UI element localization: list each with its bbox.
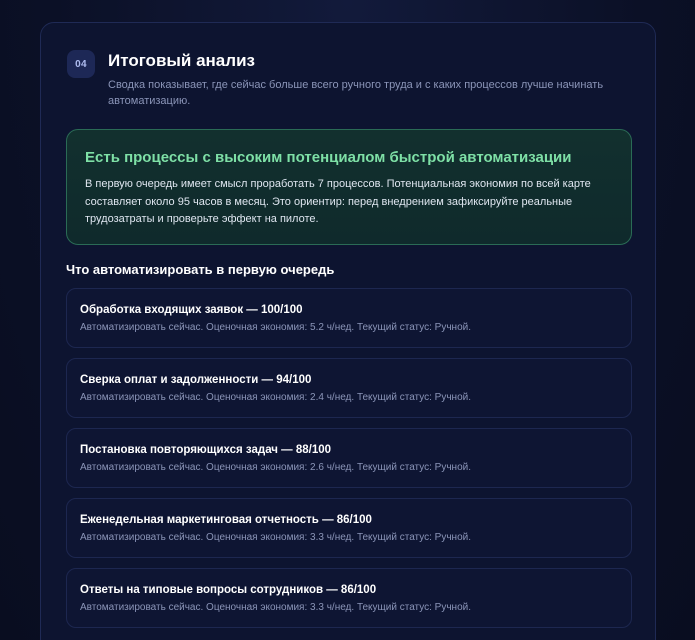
section-title: Итоговый анализ: [108, 51, 255, 70]
priority-item-description: Автоматизировать сейчас. Оценочная экономия: 3.3 ч/нед. Текущий статус: Ручной.: [80, 602, 472, 613]
priority-list: [66, 288, 632, 638]
analysis-card: [40, 22, 656, 640]
step-badge: 04: [67, 50, 95, 78]
summary-callout-title: Есть процессы с высоким потенциалом быстрой автоматизации: [85, 149, 572, 166]
priority-item-description: Автоматизировать сейчас. Оценочная экономия: 5.2 ч/нед. Текущий статус: Ручной.: [80, 322, 472, 333]
priority-item-description: Автоматизировать сейчас. Оценочная экономия: 3.3 ч/нед. Текущий статус: Ручной.: [80, 532, 472, 543]
priority-item-title: Обработка входящих заявок — 100/100: [80, 304, 303, 316]
priority-item: [66, 498, 632, 558]
priority-item-description: Автоматизировать сейчас. Оценочная экономия: 2.4 ч/нед. Текущий статус: Ручной.: [80, 392, 472, 403]
priority-item-title: Постановка повторяющихся задач — 88/100: [80, 444, 332, 456]
priority-item-description: Автоматизировать сейчас. Оценочная экономия: 2.6 ч/нед. Текущий статус: Ручной.: [80, 462, 472, 473]
priority-item: [66, 288, 632, 348]
priority-list-heading: Что автоматизировать в первую очередь: [66, 262, 335, 277]
priority-item: [66, 568, 632, 628]
summary-callout: [66, 129, 632, 245]
summary-callout-text: В первую очередь имеет смысл проработать 7 процессов. Потенциальная экономия по всей карте составляет около 95 часов в месяц. Это ориентир: перед внедрением зафиксируйте реальные трудозатраты и проверьте эффект на пилоте.: [85, 178, 591, 225]
priority-item-title: Ответы на типовые вопросы сотрудников — 86/100: [80, 584, 377, 596]
priority-item-title: Еженедельная маркетинговая отчетность — 86/100: [80, 514, 372, 526]
priority-item-title: Сверка оплат и задолженности — 94/100: [80, 374, 312, 386]
priority-item: [66, 358, 632, 418]
priority-item: [66, 428, 632, 488]
section-subtitle: Сводка показывает, где сейчас больше всего ручного труда и с каких процессов лучше начинать автоматизацию.: [108, 79, 604, 107]
